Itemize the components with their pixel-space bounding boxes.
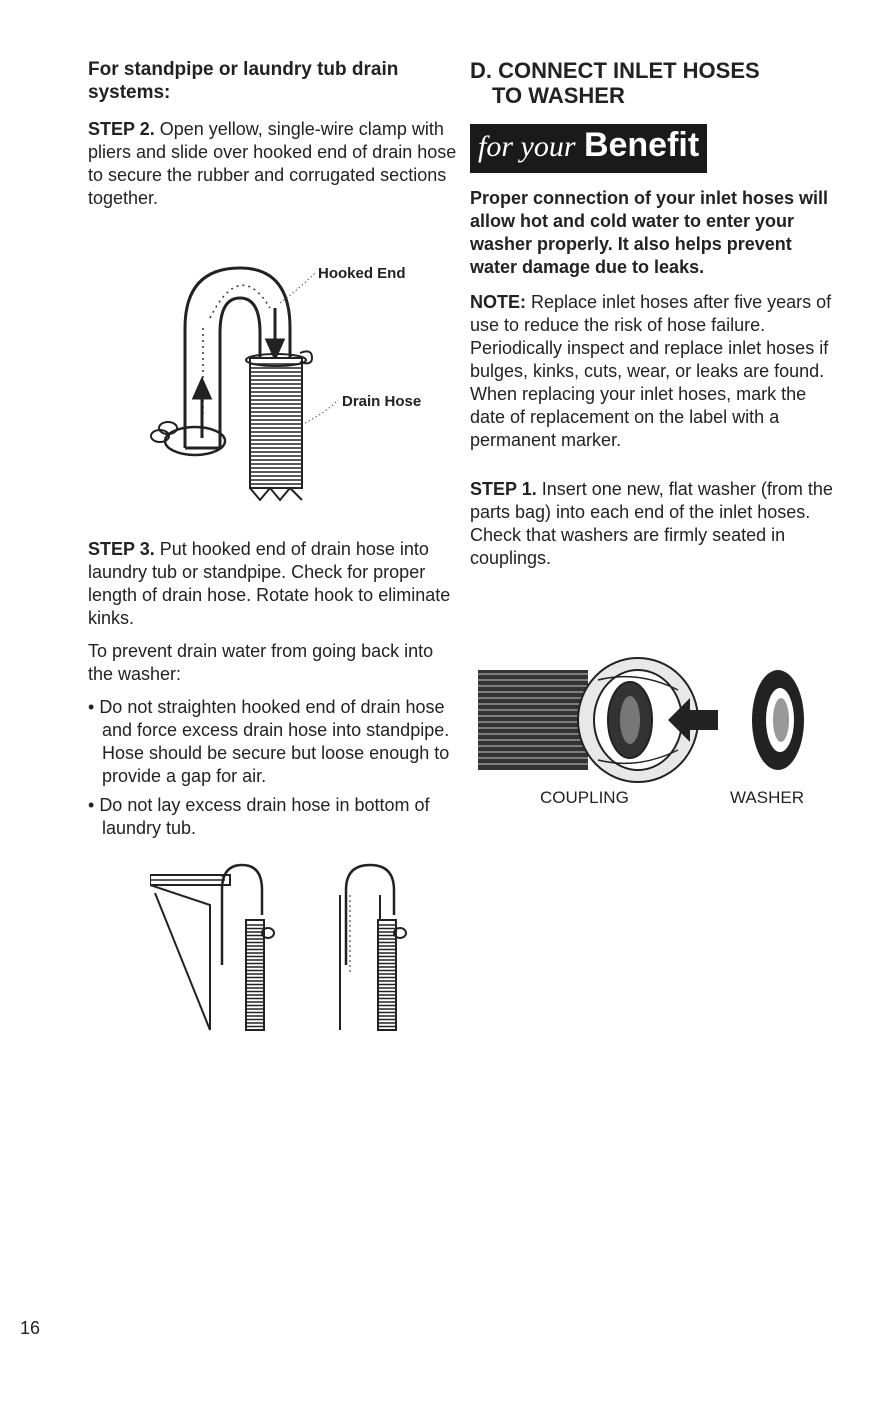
clamp-path-dotted — [210, 285, 270, 318]
down-arrow-icon — [267, 308, 283, 358]
benefit-big-text: Benefit — [583, 126, 700, 164]
step1-paragraph — [470, 478, 840, 570]
step1-label: STEP 1. — [470, 479, 537, 499]
step3-label: STEP 3. — [88, 539, 155, 559]
washer-label: WASHER — [730, 788, 804, 807]
step2-paragraph — [88, 118, 458, 210]
step3-paragraph — [88, 538, 458, 630]
benefit-small-text: for your — [478, 130, 576, 163]
loose-clamp-icon — [151, 422, 225, 455]
bullet-item-2: • Do not lay excess drain hose in bottom of laundry tub. — [88, 794, 458, 840]
washer-icon — [752, 670, 804, 770]
step3-text: Put hooked end of drain hose into laundry tub or standpipe. Check for proper length of drain hose. Rotate hook to eliminate kinks. — [88, 539, 451, 628]
standpipe-heading: For standpipe or laundry tub drain systems: — [88, 59, 399, 103]
hooked-end-label: Hooked End — [318, 265, 406, 282]
corrugated-hose — [250, 358, 302, 500]
right-column — [470, 58, 840, 580]
note-text: Replace inlet hoses after five years of use to reduce the risk of hose failure. Periodically inspect and replace inlet hoses if bulges, kinks, cuts, wear, or leaks are found. When replacing your inlet hoses, mark the date of replacement on the label with a permanent marker. — [470, 292, 832, 450]
prevent-intro: To prevent drain water from going back into the washer: — [88, 641, 434, 684]
note-paragraph — [470, 291, 840, 452]
tub-hose — [222, 865, 274, 1030]
step2-label: STEP 2. — [88, 119, 155, 139]
note-label: NOTE: — [470, 292, 526, 312]
section-title — [470, 58, 840, 108]
left-column — [88, 58, 458, 220]
coupling-label: COUPLING — [540, 788, 629, 807]
coupling-washer-figure — [478, 650, 818, 810]
drain-hose-label: Drain Hose — [342, 393, 422, 410]
drain-hose-clamp-figure — [140, 248, 440, 513]
tub-and-standpipe-figure — [150, 855, 440, 1035]
section-title-line2: TO WASHER — [492, 83, 625, 108]
section-title-line1: D. CONNECT INLET HOSES — [470, 58, 760, 83]
step2-text: Open yellow, single-wire clamp with pliers and slide over hooked end of drain hose to secure the rubber and corrugated sections together. — [88, 119, 457, 208]
benefit-paragraph: Proper connection of your inlet hoses will allow hot and cold water to enter your washer properly. It also helps prevent water damage due to leaks. — [470, 188, 829, 277]
for-your-benefit-banner — [470, 108, 840, 173]
bullet-item-1: • Do not straighten hooked end of drain hose and force excess drain hose into standpipe. Hose should be secure but loose enough to provide a gap for air. — [88, 696, 458, 788]
laundry-tub — [150, 875, 230, 1030]
left-column-lower — [88, 538, 458, 846]
hose-body — [478, 670, 588, 770]
step1-text: Insert one new, flat washer (from the parts bag) into each end of the inlet hoses. Check that washers are firmly seated in couplings. — [470, 479, 833, 568]
page-number: 16 — [20, 1318, 41, 1338]
standpipe — [340, 865, 406, 1030]
